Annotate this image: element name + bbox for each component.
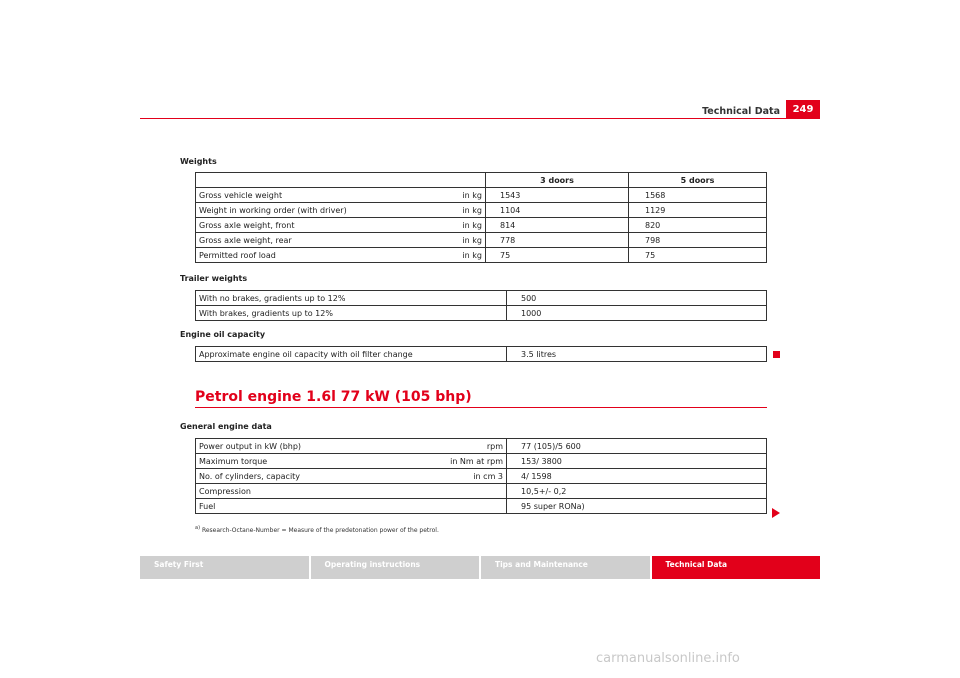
col-header-5-doors: 5 doors bbox=[629, 173, 767, 188]
table-header-row bbox=[196, 173, 767, 188]
cell-5-doors: 1129 bbox=[629, 203, 767, 218]
row-value: 1000 bbox=[507, 306, 767, 321]
footnote-text: Research-Octane-Number = Measure of the predetonation power of the petrol. bbox=[201, 527, 439, 534]
table-row bbox=[196, 454, 767, 469]
engine-data-table bbox=[195, 438, 767, 514]
footer-tab-safety-first[interactable]: Safety First bbox=[140, 556, 309, 579]
row-value: 77 (105)/5 600 bbox=[507, 439, 767, 454]
cell-3-doors: 1104 bbox=[486, 203, 629, 218]
row-label: Gross axle weight, rear bbox=[199, 235, 292, 245]
table-row bbox=[196, 484, 767, 499]
row-label: Gross vehicle weight bbox=[199, 190, 283, 200]
row-value: 500 bbox=[507, 291, 767, 306]
row-value: 4/ 1598 bbox=[507, 469, 767, 484]
row-unit: in kg bbox=[462, 250, 482, 260]
row-value: 153/ 3800 bbox=[507, 454, 767, 469]
table-row bbox=[196, 306, 767, 321]
table-row bbox=[196, 499, 767, 514]
watermark: carmanualsonline.info bbox=[596, 651, 740, 666]
weights-table bbox=[195, 172, 767, 263]
row-label: Compression bbox=[199, 486, 251, 496]
weights-label: Weights bbox=[180, 157, 217, 166]
row-unit: in kg bbox=[462, 205, 482, 215]
footnote-marker: a) bbox=[195, 525, 201, 531]
table-row bbox=[196, 439, 767, 454]
table-row bbox=[196, 218, 767, 233]
page-header-title: Technical Data bbox=[702, 106, 780, 117]
table-row bbox=[196, 233, 767, 248]
footer-tab-technical-data[interactable]: Technical Data bbox=[652, 556, 821, 579]
table-row bbox=[196, 347, 767, 362]
row-unit: in cm 3 bbox=[473, 471, 503, 481]
row-label: Approximate engine oil capacity with oil filter change bbox=[196, 347, 507, 362]
section-title: Petrol engine 1.6l 77 kW (105 bhp) bbox=[195, 389, 472, 405]
cell-3-doors: 778 bbox=[486, 233, 629, 248]
trailer-weights-label: Trailer weights bbox=[180, 274, 248, 283]
row-label: Gross axle weight, front bbox=[199, 220, 295, 230]
footnote bbox=[195, 525, 439, 534]
table-row bbox=[196, 291, 767, 306]
row-value: 3.5 litres bbox=[507, 347, 767, 362]
row-unit: rpm bbox=[486, 441, 503, 451]
table-row bbox=[196, 469, 767, 484]
table-row bbox=[196, 203, 767, 218]
section-end-marker-icon bbox=[773, 351, 780, 358]
row-label: With no brakes, gradients up to 12% bbox=[196, 291, 507, 306]
trailer-weights-table bbox=[195, 290, 767, 321]
header-rule bbox=[140, 118, 820, 119]
engine-oil-table bbox=[195, 346, 767, 362]
row-value: 95 super RONa) bbox=[507, 499, 767, 514]
row-value: 10,5+/- 0,2 bbox=[507, 484, 767, 499]
row-unit: in kg bbox=[462, 190, 482, 200]
col-header-3-doors: 3 doors bbox=[486, 173, 629, 188]
table-header-blank bbox=[196, 173, 486, 188]
cell-5-doors: 1568 bbox=[629, 188, 767, 203]
row-label: With brakes, gradients up to 12% bbox=[196, 306, 507, 321]
page-number: 249 bbox=[786, 100, 820, 119]
row-label: Permitted roof load bbox=[199, 250, 276, 260]
row-label: Power output in kW (bhp) bbox=[199, 441, 302, 451]
cell-5-doors: 820 bbox=[629, 218, 767, 233]
row-label: No. of cylinders, capacity bbox=[199, 471, 301, 481]
row-label: Weight in working order (with driver) bbox=[199, 205, 347, 215]
general-engine-data-label: General engine data bbox=[180, 422, 272, 431]
row-unit: in kg bbox=[462, 235, 482, 245]
engine-oil-label: Engine oil capacity bbox=[180, 330, 266, 339]
cell-5-doors: 798 bbox=[629, 233, 767, 248]
next-page-arrow-icon bbox=[772, 508, 780, 518]
footer-nav bbox=[140, 556, 820, 579]
cell-3-doors: 75 bbox=[486, 248, 629, 263]
cell-5-doors: 75 bbox=[629, 248, 767, 263]
row-unit: in kg bbox=[462, 220, 482, 230]
cell-3-doors: 814 bbox=[486, 218, 629, 233]
cell-3-doors: 1543 bbox=[486, 188, 629, 203]
table-row bbox=[196, 188, 767, 203]
section-rule bbox=[195, 407, 767, 408]
row-unit: in Nm at rpm bbox=[450, 456, 503, 466]
row-label: Maximum torque bbox=[199, 456, 268, 466]
table-row bbox=[196, 248, 767, 263]
row-label: Fuel bbox=[199, 501, 216, 511]
footer-tab-operating-instructions[interactable]: Operating instructions bbox=[311, 556, 480, 579]
footer-tab-tips-and-maintenance[interactable]: Tips and Maintenance bbox=[481, 556, 650, 579]
